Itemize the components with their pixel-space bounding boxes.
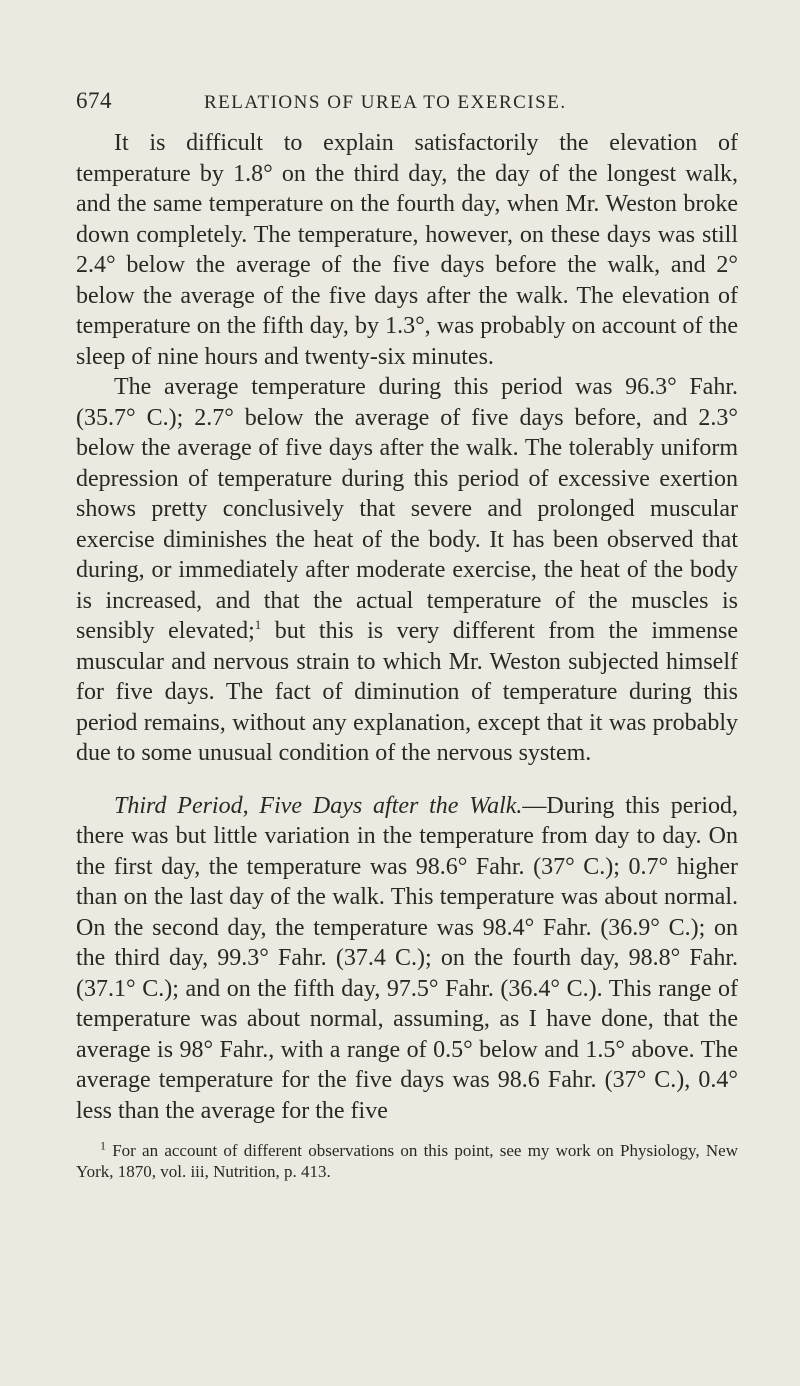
footnote-text: For an account of different observations on this point, see my work on Physiology, New York, 1870, vol. iii, Nutrition, p. 413.	[76, 1141, 738, 1181]
paragraph-2-continuation: but this is very different from the immense muscular and nervous strain to which Mr. Weston subjected himself for five days. The fact of diminution of temperature during this period remains, without any explanation, except that it was probably due to some unusual condition of the nervous system.	[76, 618, 738, 766]
paragraph-1: It is difficult to explain satisfactorily the elevation of temperature by 1.8° on the third day, the day of the longest walk, and the same temperature on the fourth day, when Mr. Weston broke down completely. The temperature, however, on these days was still 2.4° below the average of the five days before the walk, and 2° below the average of the five days after the walk. The elevation of temperature on the fifth day, by 1.3°, was probably on account of the sleep of nine hours and twenty-six minutes.	[76, 130, 738, 370]
footnote-reference: 1	[254, 617, 262, 632]
section-dash: —	[522, 792, 547, 819]
section-heading: Third Period, Five Days after the Walk.	[114, 792, 523, 819]
paragraph-2-text: The average temperature during this period was 96.3° Fahr. (35.7° C.); 2.7° below the average of five days before, and 2.3° below the average of five days after the walk. The tolerably uniform depression of temperature during this period of excessive exertion shows pretty conclusively that severe and prolonged muscular exercise diminishes the heat of the body. It has been observed that during, or immediately after moderate exercise, the heat of the body is increased, and that the actual temperature of the muscles is sensibly elevated;	[76, 374, 738, 644]
running-head: RELATIONS OF UREA TO EXERCISE.	[204, 92, 567, 113]
footnote-marker: 1	[100, 1138, 106, 1153]
page-number: 674	[76, 88, 112, 113]
paragraph-2	[76, 372, 738, 769]
footnote	[76, 1140, 738, 1182]
section-text: During this period, there was but little variation in the temperature from day to day. On the first day, the temperature was 98.6° Fahr. (37° C.); 0.7° higher than on the last day of the walk. This temperature was about normal. On the second day, the temperature was 98.4° Fahr. (36.9° C.); on the third day, 99.3° Fahr. (37.4 C.); on the fourth day, 98.8° Fahr. (37.1° C.); and on the fifth day, 97.5° Fahr. (36.4° C.). This range of temperature was about normal, assuming, as I have done, that the average is 98° Fahr., with a range of 0.5° below and 1.5° above. The average temperature for the five days was 98.6 Fahr. (37° C.), 0.4° less than the average for the five	[76, 792, 738, 1124]
page-header	[76, 88, 738, 114]
paragraph-3	[76, 791, 738, 1127]
